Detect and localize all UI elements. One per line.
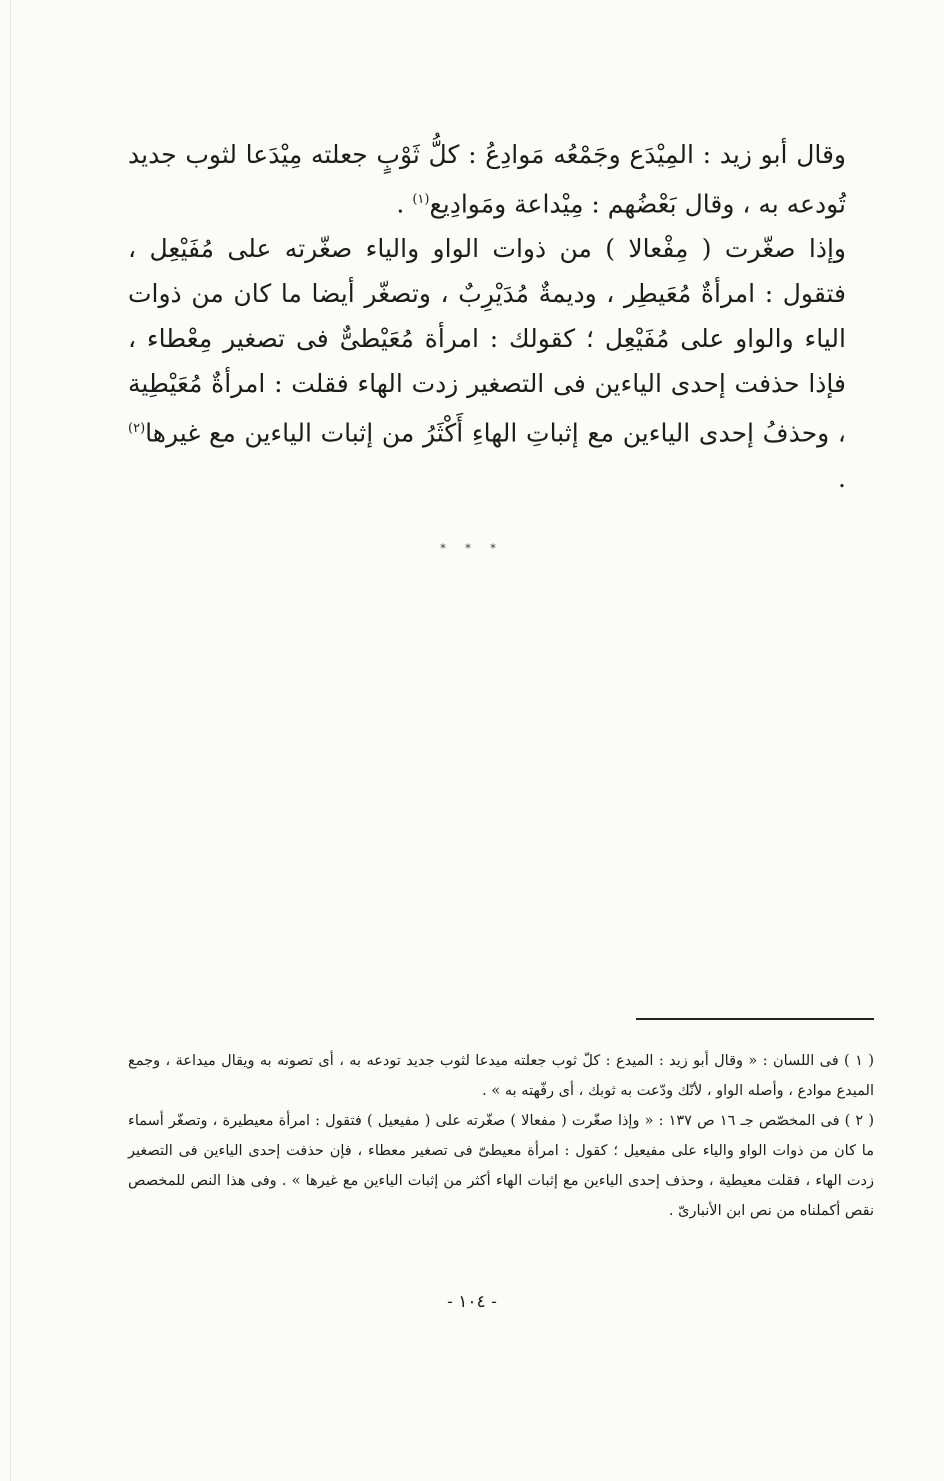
section-divider-stars: * * * [440, 542, 504, 555]
footnote-marker-2: (٢) [128, 421, 146, 437]
main-text [128, 132, 846, 501]
footnote-2: ( ٢ ) فى المخصّص جـ ١٦ ص ١٣٧ : « وإذا صغّرت ( مفعالا ) صغّرته على ( مفيعيل ) فتقول : امرأة معيطيرة ، وتصغّر أسماء ما كان من ذوات الواو والياء على مفيعيل ؛ كقول : امرأة معيطىّ فى تصغير معطاء ، فإن حذفت إحدى الياءين فى التصغير زدت الهاء ، فقلت معيطية ، وحذف إحدى الياءين مع إثبات الهاء أكثر من إثبات الياءين مع غيرها » . وفى هذا النص للمخصص نقص أكملناه من نص ابن الأنبارىّ . [128, 1113, 875, 1219]
paragraph-2-period: . [838, 463, 846, 493]
paragraph-1 [128, 132, 846, 226]
page-number: - ١٠٤ - [447, 1292, 497, 1312]
paragraph-1-text: وقال أبو زيد : المِيْدَع وجَمْعُه مَوادِعُ : كلُّ ثَوْبٍ جعلته مِيْدَعا لثوب جديد تُودعه به ، وقال بَعْضُهم : مِيْداعة ومَوادِيع [128, 140, 846, 219]
paragraph-2 [128, 226, 846, 500]
footnote-1: ( ١ ) فى اللسان : « وقال أبو زيد : الميدع : كلّ ثوب جعلته ميدعا لثوب جديد تودعه به ، أى تصونه به ويقال ميداعة ، وجمع الميدع موادع ، وأصله الواو ، لأنّك ودّعت به ثوبك ، أى رفّهته به » . [128, 1053, 874, 1099]
scan-edge-line [10, 0, 11, 1481]
footnotes [128, 1046, 874, 1226]
paragraph-2-text: وإذا صغّرت ( مِفْعالا ) من ذوات الواو والياء صغّرته على مُفَيْعِل ، فتقول : امرأةٌ مُعَيطِر ، وديمةٌ مُدَيْرِبٌ ، وتصغّر أيضا ما كان من ذوات الياء والواو على مُفَيْعِل ؛ كقولك : امرأة مُعَيْطىٌّ فى تصغير مِعْطاء ، فإذا حذفت إحدى الياءين فى التصغير زدت الهاء فقلت : امرأةٌ مُعَيْطِية ، وحذفُ إحدى الياءين مع إثباتِ الهاءِ أَكْثَرُ من إثبات الياءين مع غيرها [128, 234, 846, 448]
footnote-separator [636, 1018, 874, 1020]
footnote-marker-1: (١) [412, 192, 430, 207]
paragraph-1-period: . [396, 189, 405, 219]
